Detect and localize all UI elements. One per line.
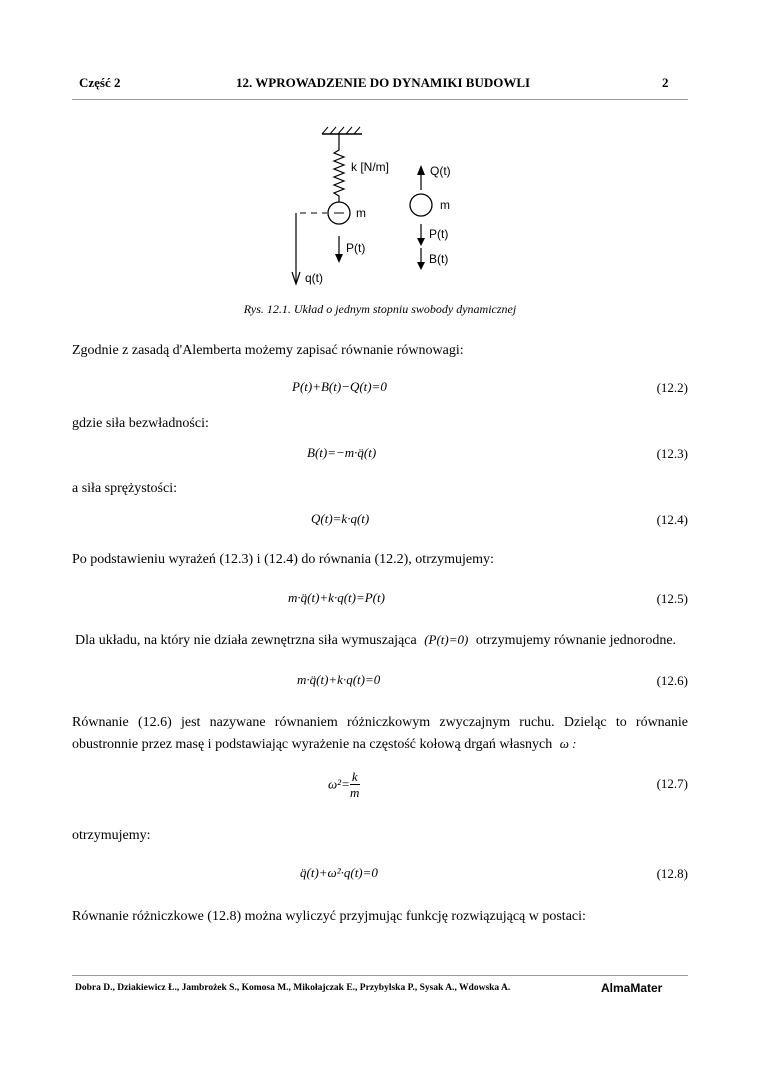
load-left-label: P(t) <box>346 241 366 255</box>
footer-rule <box>72 975 688 976</box>
equation-12-5: m·q̈(t)+k·q(t)=P(t) <box>288 590 385 605</box>
equation-12-2: P(t)+B(t)−Q(t)=0 <box>292 379 387 394</box>
equation-number-12-8: (12.8) <box>656 866 688 881</box>
paragraph-obtain: otrzymujemy: <box>72 828 151 843</box>
ceiling-hatch <box>322 127 360 134</box>
inertia-label: B(t) <box>429 252 449 266</box>
paragraph-homogeneous <box>75 629 676 651</box>
equation-number-12-2: (12.2) <box>656 380 688 395</box>
spring-force-label: Q(t) <box>430 164 451 178</box>
spring-icon <box>334 134 344 203</box>
header-chapter-title: 12. WPROWADZENIE DO DYNAMIKI BUDOWLI <box>236 75 531 90</box>
equation-number-12-5: (12.5) <box>656 591 688 606</box>
inline-condition-equation: (P(t)=0) <box>424 632 469 647</box>
equation-number-12-3: (12.3) <box>656 446 688 461</box>
mass-right-icon <box>410 194 432 216</box>
omega-symbol: ω : <box>559 736 577 751</box>
sdof-figure <box>0 0 760 300</box>
footer-authors: Dobra D., Dziakiewicz Ł., Jambrożek S., Komosa M., Mikołajczak E., Przybylska P., Sysak A., Wdowska A. <box>75 983 511 993</box>
paragraph-elastic-force: a siła sprężystości: <box>72 481 177 496</box>
equation-12-6: m·q̈(t)+k·q(t)=0 <box>297 672 381 687</box>
stiffness-label: k [N/m] <box>351 160 389 174</box>
equation-number-12-4: (12.4) <box>656 512 688 527</box>
figure-caption: Rys. 12.1. Układ o jednym stopniu swobody dynamicznej <box>243 302 517 316</box>
equation-12-7-numerator: k <box>351 769 358 784</box>
equation-12-7 <box>328 769 360 800</box>
paragraph-solution: Równanie różniczkowe (12.8) można wyliczyć przyjmując funkcję rozwiązującą w postaci: <box>72 909 586 924</box>
equation-12-7-fraction <box>350 769 360 800</box>
equation-12-4: Q(t)=k·q(t) <box>311 511 370 526</box>
equation-12-7-lhs: ω²= <box>328 776 350 792</box>
load-right-label: P(t) <box>429 227 449 241</box>
equation-number-12-7: (12.7) <box>656 776 688 791</box>
equation-12-8: q̈(t)+ω²·q(t)=0 <box>300 865 378 880</box>
homogeneous-text-after: otrzymujemy równanie jednorodne. <box>475 633 677 648</box>
paragraph-dalembert: Zgodnie z zasadą d'Alemberta możemy zapisać równanie równowagi: <box>72 343 464 358</box>
homogeneous-text-before: Dla układu, na który nie działa zewnętrzna siła wymuszająca <box>75 633 417 648</box>
mass-right-label: m <box>440 198 450 212</box>
paragraph-ode-line1: Równanie (12.6) jest nazywane równaniem różniczkowym zwyczajnym ruchu. Dzieląc to równanie <box>72 715 688 730</box>
equation-12-3: B(t)=−m·q̈(t) <box>307 445 377 460</box>
paragraph-inertia-force: gdzie siła bezwładności: <box>72 416 209 431</box>
equation-12-7-denominator: m <box>350 785 360 800</box>
mass-left-label: m <box>356 206 366 220</box>
ode-line2-text: obustronnie przez masę i podstawiając wyrażenie na częstość kołową drgań własnych <box>72 737 553 752</box>
displacement-label: q(t) <box>305 271 323 285</box>
footer-brand: AlmaMater <box>601 981 663 995</box>
equation-number-12-6: (12.6) <box>656 673 688 688</box>
header-page-number: 2 <box>662 75 669 90</box>
paragraph-ode-line2 <box>72 733 577 755</box>
header-part: Część 2 <box>79 75 121 90</box>
paragraph-substitution: Po podstawieniu wyrażeń (12.3) i (12.4) do równania (12.2), otrzymujemy: <box>72 552 494 567</box>
